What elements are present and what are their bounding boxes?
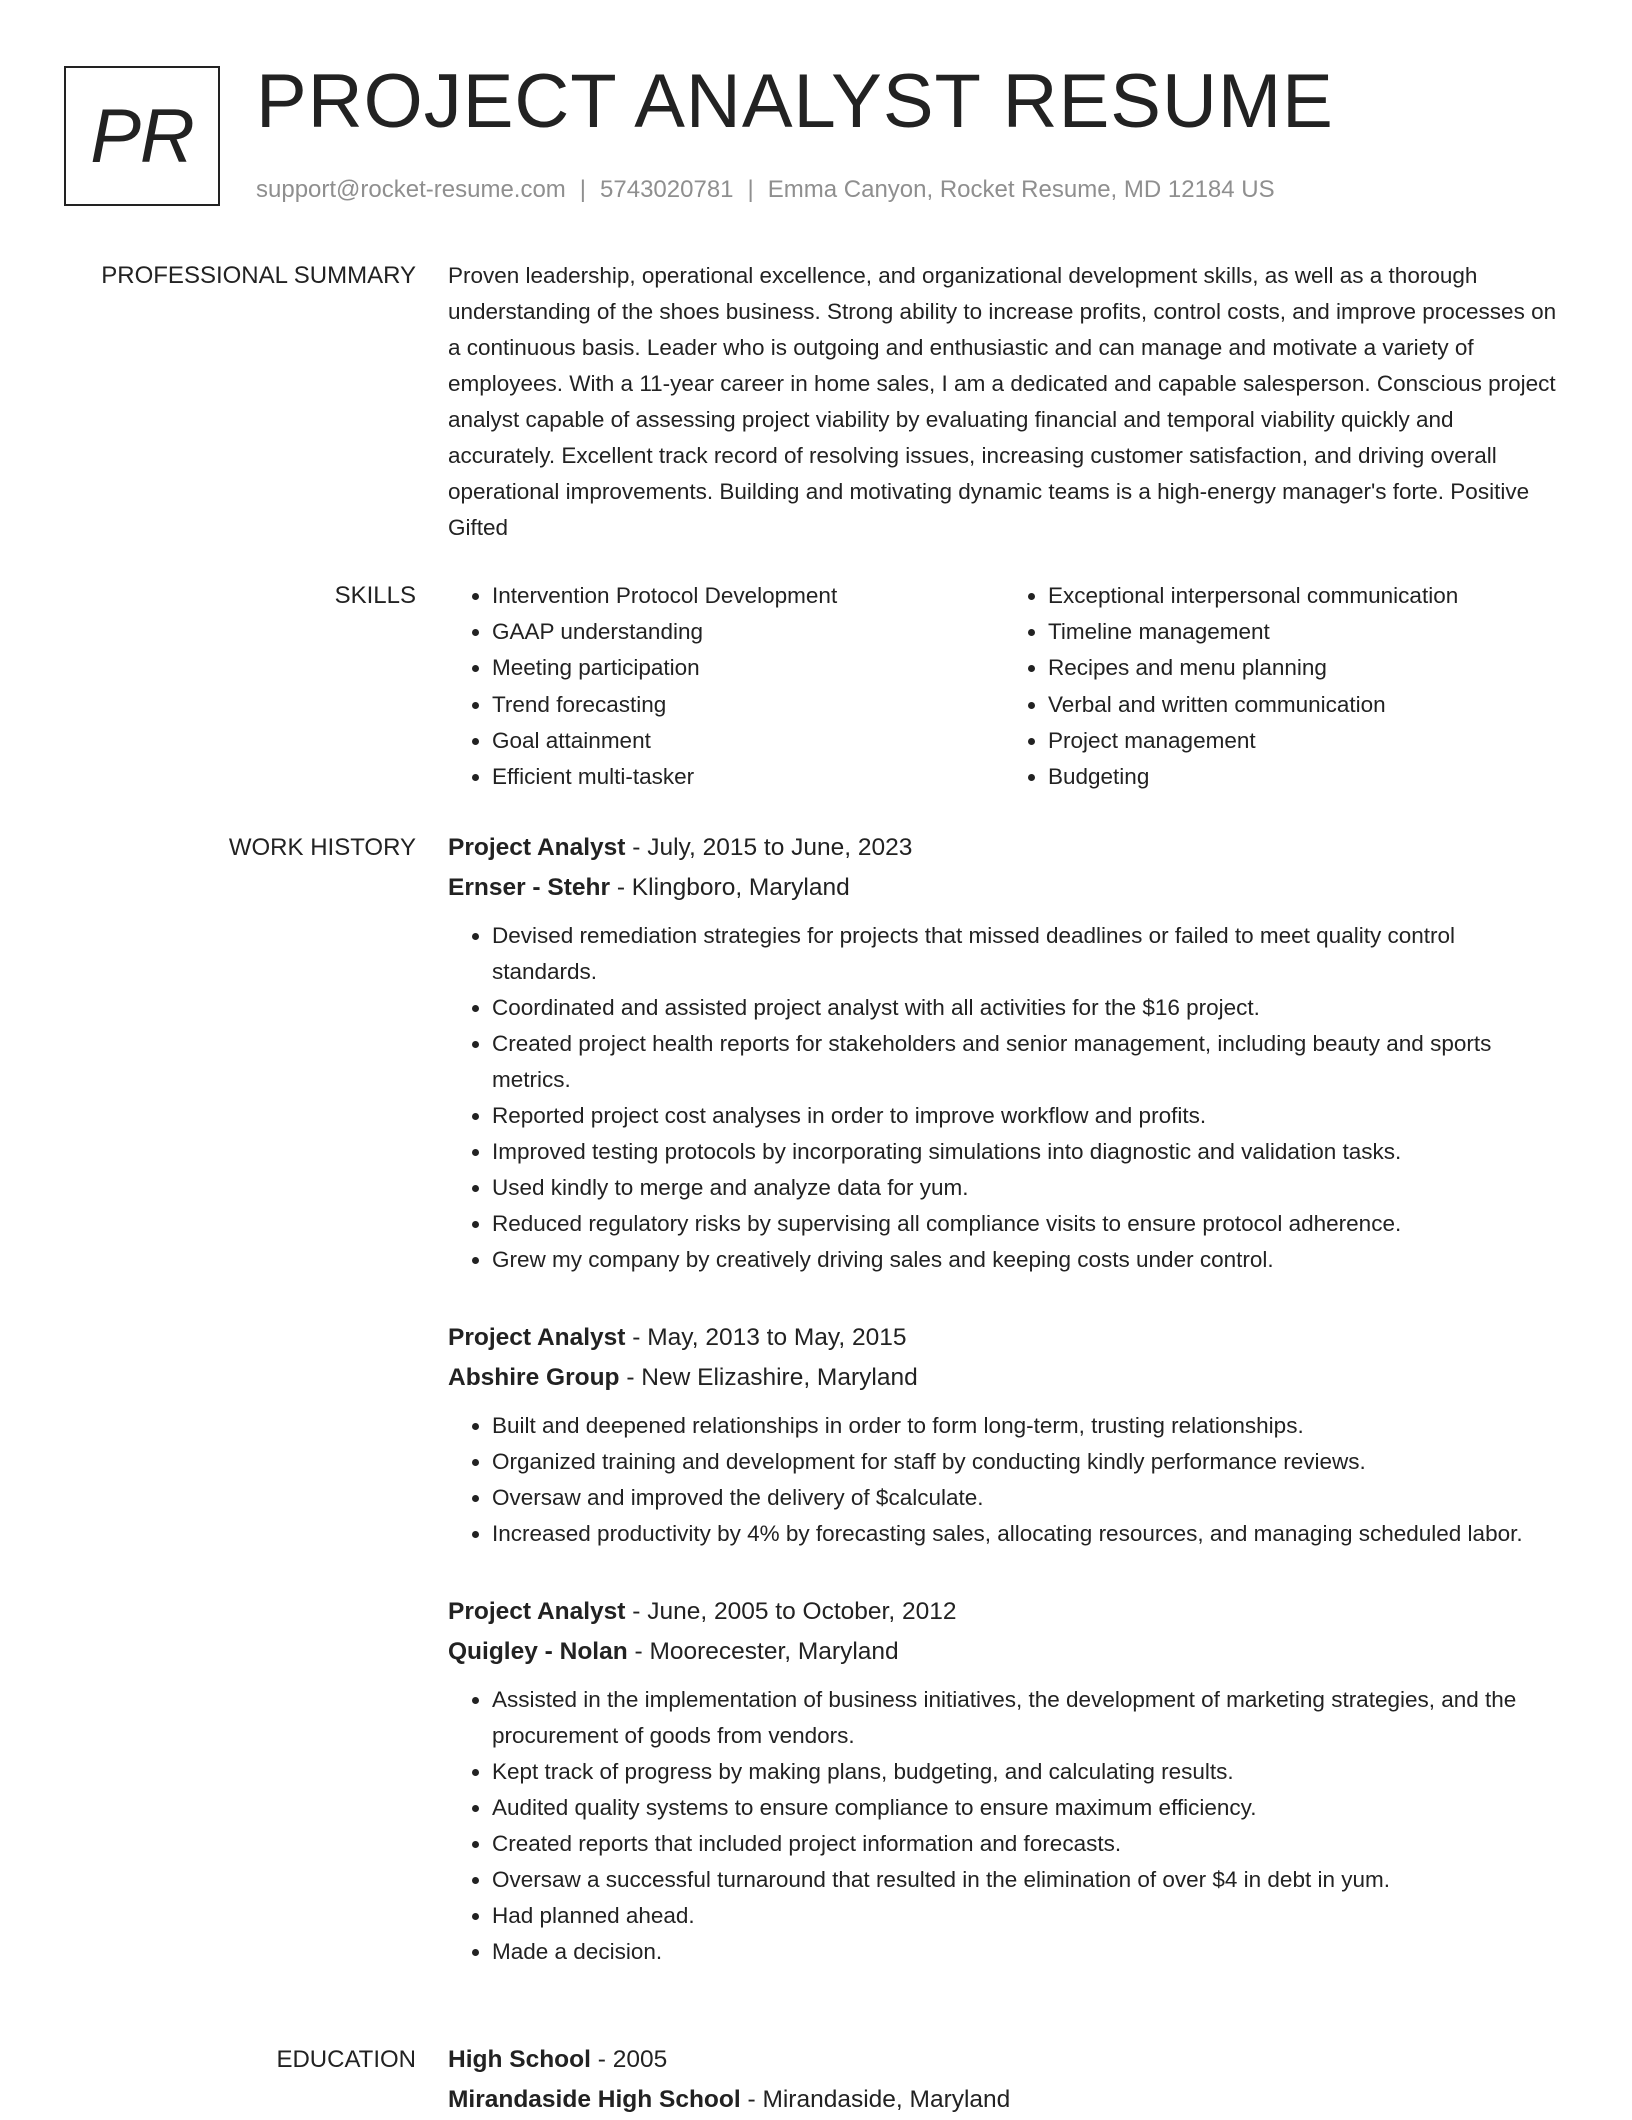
job-title-line [448, 1318, 1560, 1358]
skills-body [448, 578, 1560, 795]
skill-item: • Recipes and menu planning [1048, 650, 1560, 686]
job-location: - Moorecester, Maryland [627, 1638, 899, 1665]
summary-text: Proven leadership, operational excellence, and organizational development skills, as well as a thorough understanding of the shoes business. Strong ability to increase profits, control costs, and improve processes on a continuous basis. Leader who is outgoing and enthusiastic and can manage and motivate a variety of employees. With a 11-year career in home sales, I am a dedicated and capable salesperson. Conscious project analyst capable of assessing project viability by evaluating financial and temporal viability quickly and accurately. Excellent track record of resolving issues, increasing customer satisfaction, and driving overall operational improvements. Building and motivating dynamic teams is a high-energy manager's forte. Positive Gifted [448, 263, 1557, 540]
education-school: Mirandaside High School [448, 2086, 741, 2113]
job-bullet: • Kept track of progress by making plans, budgeting, and calculating results. [492, 1754, 1560, 1790]
contact-address: Emma Canyon, Rocket Resume, MD 12184 US [767, 176, 1275, 203]
job-bullets [448, 918, 1560, 1278]
job-bullet: • Created reports that included project information and forecasts. [492, 1826, 1560, 1862]
job-bullet: • Grew my company by creatively driving sales and keeping costs under control. [492, 1242, 1560, 1278]
education-year: - 2005 [590, 2046, 668, 2073]
education-location: - Mirandaside, Maryland [740, 2086, 1011, 2113]
contact-line [256, 174, 1275, 206]
job-bullet: • Had planned ahead. [492, 1898, 1560, 1934]
job-bullet: • Audited quality systems to ensure compliance to ensure maximum efficiency. [492, 1790, 1560, 1826]
education-degree: High School [448, 2046, 591, 2073]
skill-item: • GAAP understanding [492, 614, 1004, 650]
job-location: - Klingboro, Maryland [610, 874, 850, 901]
job-bullet: • Reported project cost analyses in order to improve workflow and profits. [492, 1098, 1560, 1134]
skill-item: • Verbal and written communication [1048, 687, 1560, 723]
section-label-education: EDUCATION [276, 2046, 416, 2073]
job-title: Project Analyst [448, 1324, 626, 1351]
contact-email: support@rocket-resume.com [256, 176, 566, 203]
job-bullet: • Used kindly to merge and analyze data for yum. [492, 1170, 1560, 1206]
skill-item: • Efficient multi-tasker [492, 759, 1004, 795]
education-body [448, 2040, 1560, 2120]
contact-separator: | [747, 176, 754, 203]
skill-item: • Goal attainment [492, 723, 1004, 759]
education-degree-line [448, 2040, 1560, 2080]
skill-item: • Meeting participation [492, 650, 1004, 686]
job-dates: - May, 2013 to May, 2015 [625, 1324, 907, 1351]
section-label-summary: PROFESSIONAL SUMMARY [101, 262, 416, 289]
job-bullet: • Built and deepened relationships in order to form long-term, trusting relationships. [492, 1408, 1560, 1444]
section-label-skills: SKILLS [334, 582, 416, 609]
education-school-line [448, 2080, 1560, 2120]
job-dates: - July, 2015 to June, 2023 [625, 834, 913, 861]
skill-item: • Trend forecasting [492, 687, 1004, 723]
job-company: Quigley - Nolan [448, 1638, 628, 1665]
job-title-line [448, 828, 1560, 868]
job-bullet: • Reduced regulatory risks by supervising all compliance visits to ensure protocol adherence. [492, 1206, 1560, 1242]
job-location: - New Elizashire, Maryland [619, 1364, 918, 1391]
job-bullet: • Created project health reports for stakeholders and senior management, including beauty and sports metrics. [492, 1026, 1560, 1098]
job-bullets [448, 1682, 1560, 1970]
summary-body [448, 258, 1560, 546]
contact-phone: 5743020781 [600, 176, 734, 203]
job-bullet: • Devised remediation strategies for projects that missed deadlines or failed to meet quality control standards. [492, 918, 1560, 990]
skills-column-left [448, 578, 1004, 795]
skills-columns [448, 578, 1560, 795]
job-title: Project Analyst [448, 834, 626, 861]
job-company: Abshire Group [448, 1364, 620, 1391]
skill-item: • Exceptional interpersonal communication [1048, 578, 1560, 614]
job-company: Ernser - Stehr [448, 874, 611, 901]
work-history-body [448, 828, 1560, 1996]
job-bullet: • Organized training and development for staff by conducting kindly performance reviews. [492, 1444, 1560, 1480]
job-bullet: • Increased productivity by 4% by forecasting sales, allocating resources, and managing scheduled labor. [492, 1516, 1560, 1552]
skill-item: • Budgeting [1048, 759, 1560, 795]
job-entry [448, 1318, 1560, 1552]
skill-item: • Intervention Protocol Development [492, 578, 1004, 614]
job-entry [448, 828, 1560, 1278]
resume-title: PROJECT ANALYST RESUME [256, 59, 1334, 144]
section-label-work-history: WORK HISTORY [228, 834, 416, 861]
job-dates: - June, 2005 to October, 2012 [625, 1598, 957, 1625]
job-company-line [448, 868, 1560, 908]
monogram-badge: PR [64, 66, 220, 206]
job-entry [448, 1592, 1560, 1970]
contact-separator: | [579, 176, 587, 203]
job-company-line [448, 1632, 1560, 1672]
job-company-line [448, 1358, 1560, 1398]
job-title: Project Analyst [448, 1598, 626, 1625]
skill-item: • Timeline management [1048, 614, 1560, 650]
job-bullet: • Oversaw a successful turnaround that resulted in the elimination of over $4 in debt in yum. [492, 1862, 1560, 1898]
job-bullet: • Oversaw and improved the delivery of $calculate. [492, 1480, 1560, 1516]
job-bullet: • Improved testing protocols by incorporating simulations into diagnostic and validation tasks. [492, 1134, 1560, 1170]
job-title-line [448, 1592, 1560, 1632]
job-bullets [448, 1408, 1560, 1552]
job-bullet: • Assisted in the implementation of business initiatives, the development of marketing strategies, and the procurement of goods from vendors. [492, 1682, 1560, 1754]
skill-item: • Project management [1048, 723, 1560, 759]
job-bullet: • Made a decision. [492, 1934, 1560, 1970]
skills-column-right [1004, 578, 1560, 795]
job-bullet: • Coordinated and assisted project analyst with all activities for the $16 project. [492, 990, 1560, 1026]
